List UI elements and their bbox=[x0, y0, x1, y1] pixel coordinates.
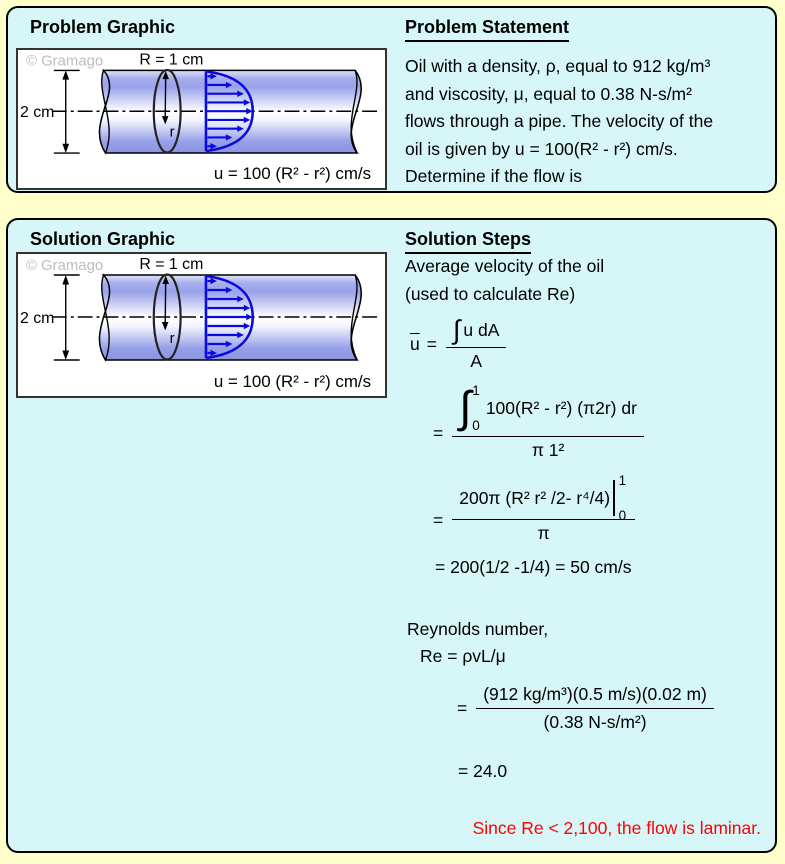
r-label: r bbox=[169, 124, 175, 141]
equation-integral-step bbox=[433, 383, 644, 461]
problem-graphic-title: Problem Graphic bbox=[30, 17, 176, 37]
pipe-diagram bbox=[18, 254, 385, 396]
evaluation-lower-limit: 0 bbox=[618, 508, 627, 523]
statement-line: oil is given by u = 100(R² - r²) cm/s. bbox=[405, 138, 678, 159]
integral-limits bbox=[472, 383, 480, 433]
reynolds-equation: Re = ρvL/μ bbox=[420, 646, 506, 666]
solution-steps-title: Solution Steps bbox=[405, 229, 531, 254]
radius-label: R = 1 cm bbox=[139, 51, 204, 69]
problem-graphic-panel bbox=[16, 48, 387, 190]
integral-sign: ∫ bbox=[459, 383, 472, 433]
evaluation-upper-limit: 1 bbox=[618, 473, 627, 488]
pipe-diagram bbox=[18, 50, 385, 188]
equals-sign: = bbox=[433, 422, 444, 443]
intro-line-1: Average velocity of the oil bbox=[405, 256, 605, 276]
integral-lower-limit: 0 bbox=[472, 418, 480, 433]
watermark: © Gramago bbox=[25, 256, 104, 275]
equation-reynolds-numbers bbox=[457, 684, 714, 733]
u-bar: $\overline{u}$ bbox=[410, 334, 420, 354]
r-label: r bbox=[169, 329, 175, 348]
reynolds-label: Reynolds number, bbox=[407, 619, 549, 639]
numerator-text: 200π (R² r² /2- r⁴/4) bbox=[459, 487, 611, 508]
watermark: © Gramago bbox=[25, 53, 104, 70]
equation-result-velocity: = 200(1/2 -1/4) = 50 cm/s bbox=[435, 557, 632, 577]
fraction bbox=[446, 317, 506, 372]
denominator-text: π 1² bbox=[452, 436, 644, 461]
equation-average-velocity bbox=[409, 317, 506, 372]
conclusion-text: Since Re < 2,100, the flow is laminar. bbox=[472, 818, 761, 838]
equation-result-reynolds: = 24.0 bbox=[458, 761, 508, 781]
diameter-label: 2 cm bbox=[19, 309, 55, 328]
statement-line: and viscosity, μ, equal to 0.38 N-s/m² bbox=[405, 83, 692, 104]
velocity-equation-label: u = 100 (R² - r²) cm/s bbox=[213, 371, 372, 392]
diameter-label: 2 cm bbox=[19, 104, 55, 122]
equals-sign: = bbox=[457, 698, 468, 718]
statement-line: flows through a pipe. The velocity of the bbox=[405, 111, 714, 131]
equation-evaluated-step bbox=[433, 473, 635, 544]
radius-label: R = 1 cm bbox=[139, 255, 204, 274]
denominator-text: π bbox=[452, 519, 635, 544]
fraction bbox=[452, 473, 635, 544]
statement-line: Determine if the flow is bbox=[405, 166, 583, 186]
denominator-text: A bbox=[446, 347, 506, 372]
equals-sign: = bbox=[433, 509, 444, 530]
denominator-text: (0.38 N-s/m²) bbox=[476, 708, 714, 733]
equals-sign: = bbox=[426, 334, 437, 354]
solution-section bbox=[6, 218, 777, 853]
fraction bbox=[476, 684, 714, 733]
numerator-text: u dA bbox=[463, 320, 500, 340]
statement-line: Oil with a density, ρ, equal to 912 kg/m³ bbox=[405, 56, 711, 76]
intro-line-2: (used to calculate Re) bbox=[405, 284, 576, 304]
solution-graphic-panel bbox=[16, 252, 387, 398]
numerator-text: (912 kg/m³)(0.5 m/s)(0.02 m) bbox=[483, 684, 707, 704]
integral-sign: ∫ bbox=[452, 315, 461, 345]
numerator-text: 100(R² - r²) (π2r) dr bbox=[485, 397, 637, 418]
evaluation-bar bbox=[613, 473, 627, 523]
problem-statement-title: Problem Statement bbox=[405, 17, 569, 42]
problem-section bbox=[6, 6, 777, 193]
problem-statement-text bbox=[405, 53, 713, 191]
integral-upper-limit: 1 bbox=[472, 383, 480, 398]
fraction bbox=[452, 383, 644, 461]
solution-graphic-title: Solution Graphic bbox=[30, 229, 176, 249]
velocity-equation-label: u = 100 (R² - r²) cm/s bbox=[213, 164, 372, 184]
